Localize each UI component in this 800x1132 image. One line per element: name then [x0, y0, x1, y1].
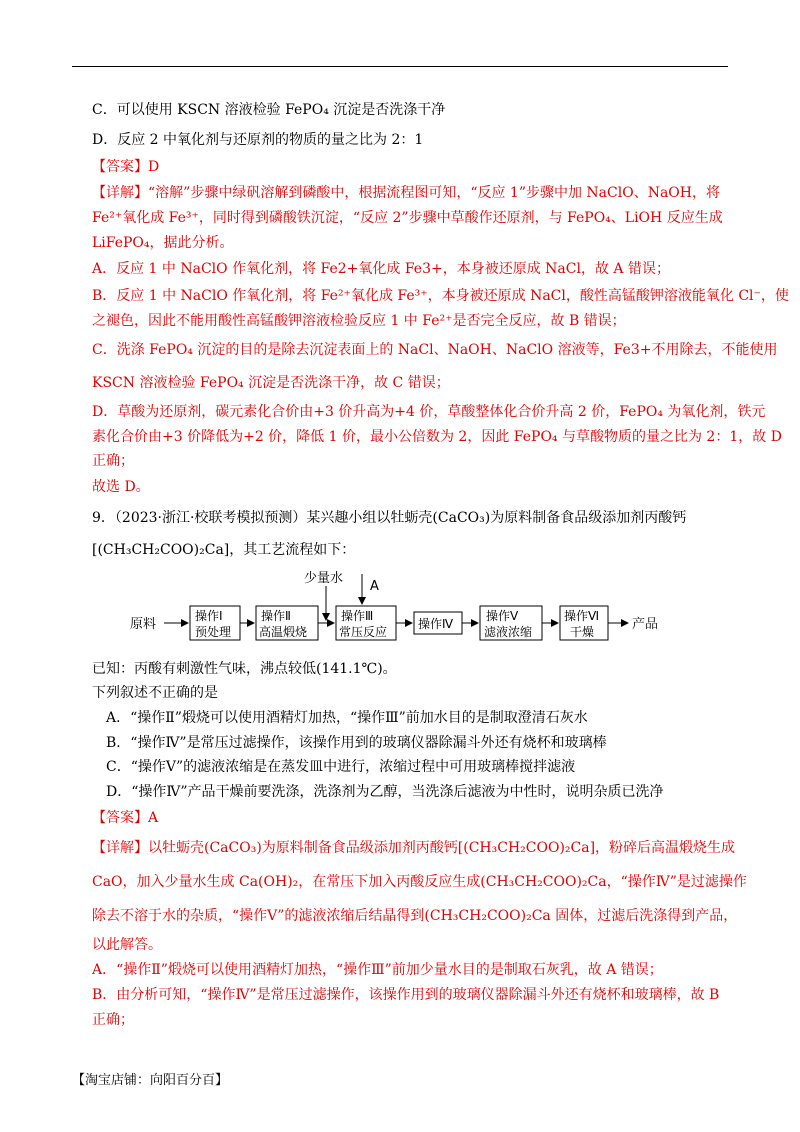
- text-line-ans1: 【答案】D: [92, 159, 160, 175]
- flow-end-label: 产品: [632, 617, 659, 632]
- text-line-d_opt: D．反应 2 中氧化剂与还原剂的物质的量之比为 2：1: [92, 132, 424, 148]
- text-line-optC: C．“操作Ⅴ”的滤液浓缩是在蒸发皿中进行，浓缩过程中可用玻璃棒搅拌滤液: [106, 759, 576, 775]
- text-line-q9b: [(CH₃CH₂COO)₂Ca]，其工艺流程如下：: [92, 542, 356, 558]
- text-line-det1c: LiFePO₄，据此分析。: [92, 235, 234, 251]
- flow-box-2-l1: 操作Ⅱ: [261, 609, 291, 623]
- text-line-q9a: 9．（2023·浙江·校联考模拟预测）某兴趣小组以牡蛎壳(CaCO₃)为原料制备食品级添加剂丙酸钙: [92, 510, 687, 526]
- flow-water-label: 少量水: [304, 571, 344, 586]
- header-rule: [72, 66, 728, 67]
- text-line-c1a: C．洗涤 FePO₄ 沉淀的目的是除去沉淀表面上的 NaCl、NaOH、NaClO 溶液等，Fe3+不用除去，不能使用: [92, 342, 778, 358]
- text-line-c1b: KSCN 溶液检验 FePO₄ 沉淀是否洗涤干净，故 C 错误；: [92, 375, 450, 391]
- text-line-a2: A．“操作Ⅱ”煅烧可以使用酒精灯加热，“操作Ⅲ”前加少量水目的是制取石灰乳，故 A 错误；: [92, 962, 663, 978]
- text-line-det2a: 【详解】以牡蛎壳(CaCO₃)为原料制备食品级添加剂丙酸钙[(CH₃CH₂COO)₂Ca]，粉碎后高温煅烧生成: [92, 840, 736, 856]
- flow-box-2-l2: 高温煅烧: [259, 625, 308, 639]
- text-line-c_opt: C．可以使用 KSCN 溶液检验 FePO₄ 沉淀是否洗涤干净: [92, 102, 446, 118]
- flow-box-5-l1: 操作Ⅴ: [486, 609, 519, 623]
- text-line-d1a: D．草酸为还原剂，碳元素化合价由+3 价升高为+4 价，草酸整体化合价升高 2 价，FePO₄ 为氧化剂，铁元: [92, 404, 766, 420]
- text-line-b2b: 正确；: [92, 1012, 134, 1028]
- flow-box-4-l1: 操作Ⅳ: [418, 617, 454, 631]
- text-line-d1c: 正确；: [92, 453, 134, 469]
- flow-box-6-l2: 干燥: [570, 625, 595, 639]
- footer-shop: 【淘宝店铺：向阳百分百】: [72, 1073, 229, 1088]
- flow-box-6-l1: 操作Ⅵ: [564, 609, 600, 623]
- text-line-optD: D．“操作Ⅳ”产品干燥前要洗涤，洗涤剂为乙醇，当洗涤后滤液为中性时，说明杂质已洗净: [106, 784, 664, 800]
- text-line-optB: B．“操作Ⅳ”是常压过滤操作，该操作用到的玻璃仪器除漏斗外还有烧杯和玻璃棒: [106, 735, 607, 751]
- text-line-b2a: B．由分析可知，“操作Ⅳ”是常压过滤操作，该操作用到的玻璃仪器除漏斗外还有烧杯和玻璃棒，故 B: [92, 987, 720, 1003]
- flow-box-3-l1: 操作Ⅲ: [341, 609, 374, 623]
- text-line-det2d: 以此解答。: [92, 937, 162, 953]
- text-line-b1b: 之褪色，因此不能用酸性高锰酸钾溶液检验反应 1 中 Fe²⁺是否完全反应，故 B 错误；: [92, 313, 626, 329]
- text-line-d1d: 故选 D。: [92, 479, 150, 495]
- process-flow-diagram: [130, 560, 670, 660]
- text-line-a1: A．反应 1 中 NaClO 作氧化剂，将 Fe2+氧化成 Fe3+，本身被还原成 NaCl，故 A 错误；: [92, 261, 670, 277]
- text-line-known: 已知：丙酸有刺激性气味，沸点较低(141.1℃)。: [92, 661, 397, 677]
- text-line-d1b: 素化合价由+3 价降低为+2 价，降低 1 价，最小公倍数为 2，因此 FePO₄ 与草酸物质的量之比为 2：1，故 D: [92, 429, 782, 445]
- text-line-det2b: CaO，加入少量水生成 Ca(OH)₂，在常压下加入丙酸反应生成(CH₃CH₂COO)₂Ca，“操作Ⅳ”是过滤操作: [92, 874, 747, 890]
- text-line-det1a: 【详解】“溶解”步骤中绿矾溶解到磷酸中，根据流程图可知，“反应 1”步骤中加 NaClO、NaOH，将: [92, 185, 720, 201]
- text-line-det1b: Fe²⁺氧化成 Fe³⁺，同时得到磷酸铁沉淀，“反应 2”步骤中草酸作还原剂，与 FePO₄、LiOH 反应生成: [92, 210, 723, 226]
- text-line-det2c: 除去不溶于水的杂质，“操作Ⅴ”的滤液浓缩后结晶得到(CH₃CH₂COO)₂Ca 固体，过滤后洗涤得到产品，: [92, 908, 738, 924]
- flow-box-1-l1: 操作Ⅰ: [195, 609, 223, 623]
- text-line-ask: 下列叙述不正确的是: [92, 685, 218, 701]
- flow-reagent-label: A: [370, 579, 379, 594]
- flow-box-1-l2: 预处理: [195, 625, 232, 639]
- text-line-ans2: 【答案】A: [92, 810, 159, 826]
- flow-start-label: 原料: [130, 617, 157, 632]
- text-line-b1a: B．反应 1 中 NaClO 作氧化剂，将 Fe²⁺氧化成 Fe³⁺，本身被还原成 NaCl，酸性高锰酸钾溶液能氧化 Cl⁻，使: [92, 288, 789, 304]
- text-line-optA: A．“操作Ⅱ”煅烧可以使用酒精灯加热，“操作Ⅲ”前加水目的是制取澄清石灰水: [106, 710, 588, 726]
- flow-box-5-l2: 滤液浓缩: [484, 625, 533, 639]
- flow-box-3-l2: 常压反应: [339, 625, 388, 639]
